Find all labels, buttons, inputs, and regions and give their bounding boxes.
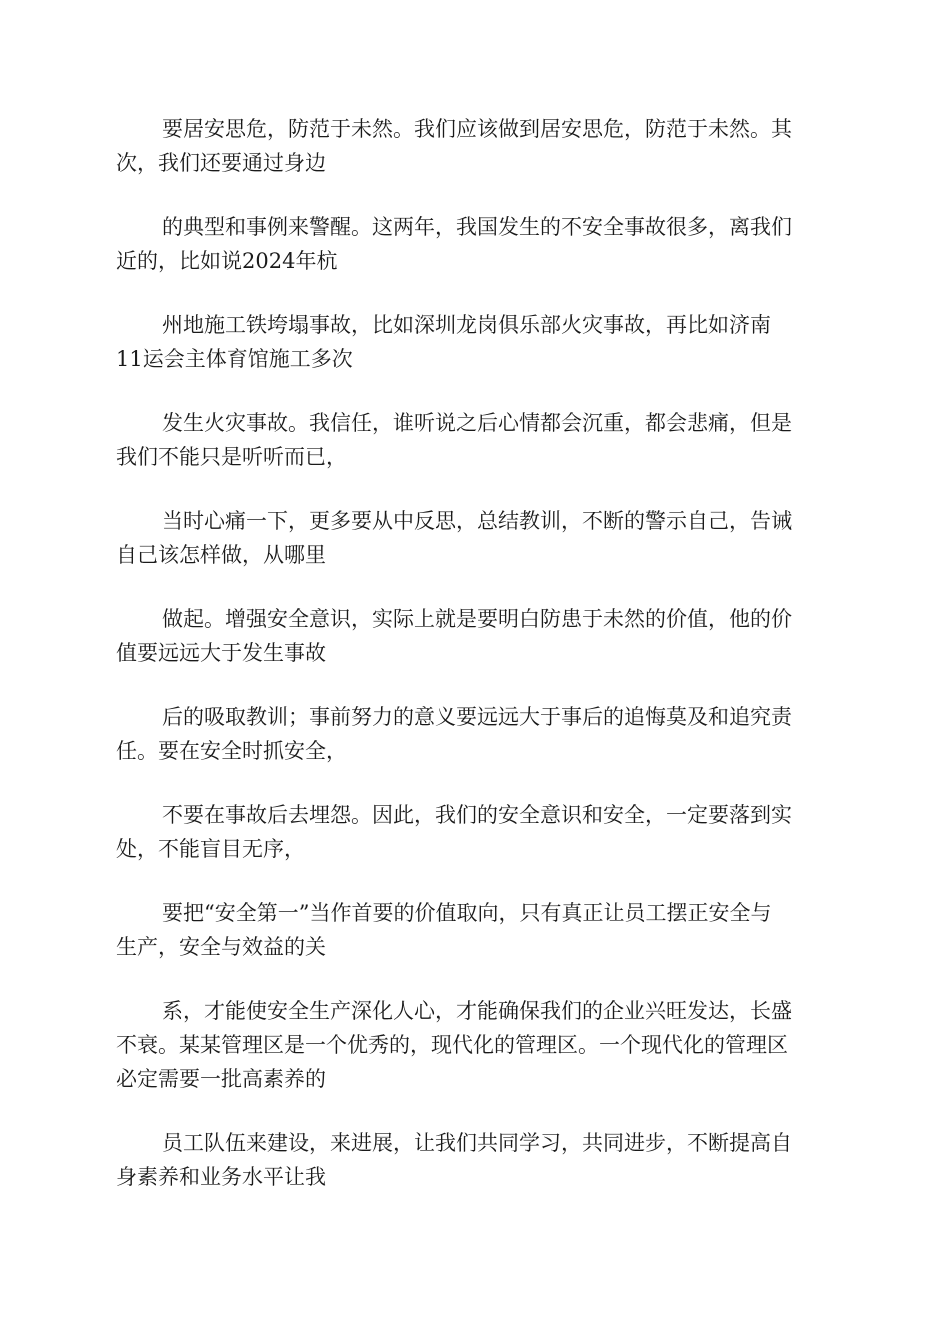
text-line: 要把“安全第一”当作首要的价值取向，只有真正让员工摆正安全与 [162, 901, 772, 925]
paragraph [116, 700, 834, 768]
paragraph [116, 896, 834, 964]
paragraph [116, 112, 834, 180]
text-line: 州地施工铁垮塌事故，比如深圳龙岗俱乐部火灾事故，再比如济南 [162, 313, 771, 337]
text-line: 11运会主体育馆施工多次 [116, 347, 353, 371]
paragraph [116, 406, 834, 474]
text-line: 我们不能只是听听而已， [116, 445, 347, 469]
paragraph [116, 308, 834, 376]
text-line: 发生火灾事故。我信任，谁听说之后心情都会沉重，都会悲痛，但是 [162, 411, 792, 435]
paragraph [116, 1126, 834, 1194]
text-line: 值要远远大于发生事故 [116, 641, 326, 665]
text-line: 员工队伍来建设，来进展，让我们共同学习，共同进步，不断提高自 [162, 1131, 792, 1155]
text-line: 次，我们还要通过身边 [116, 151, 326, 175]
text-line: 做起。增强安全意识，实际上就是要明白防患于未然的价值，他的价 [162, 607, 792, 631]
text-line: 处，不能盲目无序， [116, 837, 305, 861]
paragraph [116, 504, 834, 572]
text-line: 自己该怎样做，从哪里 [116, 543, 326, 567]
paragraph [116, 994, 834, 1096]
text-line: 后的吸取教训；事前努力的意义要远远大于事后的追悔莫及和追究责 [162, 705, 792, 729]
text-line: 系，才能使安全生产深化人心，才能确保我们的企业兴旺发达，长盛 [162, 999, 792, 1023]
paragraph [116, 602, 834, 670]
text-line: 的典型和事例来警醒。这两年，我国发生的不安全事故很多，离我们 [162, 215, 792, 239]
text-line: 不衰。某某管理区是一个优秀的，现代化的管理区。一个现代化的管理区 [116, 1033, 788, 1057]
paragraph [116, 798, 834, 866]
text-line: 近的，比如说2024年杭 [116, 249, 338, 273]
text-line: 生产，安全与效益的关 [116, 935, 326, 959]
text-line: 任。要在安全时抓安全， [116, 739, 347, 763]
text-line: 不要在事故后去埋怨。因此，我们的安全意识和安全，一定要落到实 [162, 803, 792, 827]
text-line: 要居安思危，防范于未然。我们应该做到居安思危，防范于未然。其 [162, 117, 792, 141]
text-line: 必定需要一批高素养的 [116, 1067, 326, 1091]
text-line: 当时心痛一下，更多要从中反思，总结教训，不断的警示自己，告诫 [162, 509, 792, 533]
paragraph [116, 210, 834, 278]
text-line: 身素养和业务水平让我 [116, 1165, 326, 1189]
document-body [116, 112, 834, 1224]
